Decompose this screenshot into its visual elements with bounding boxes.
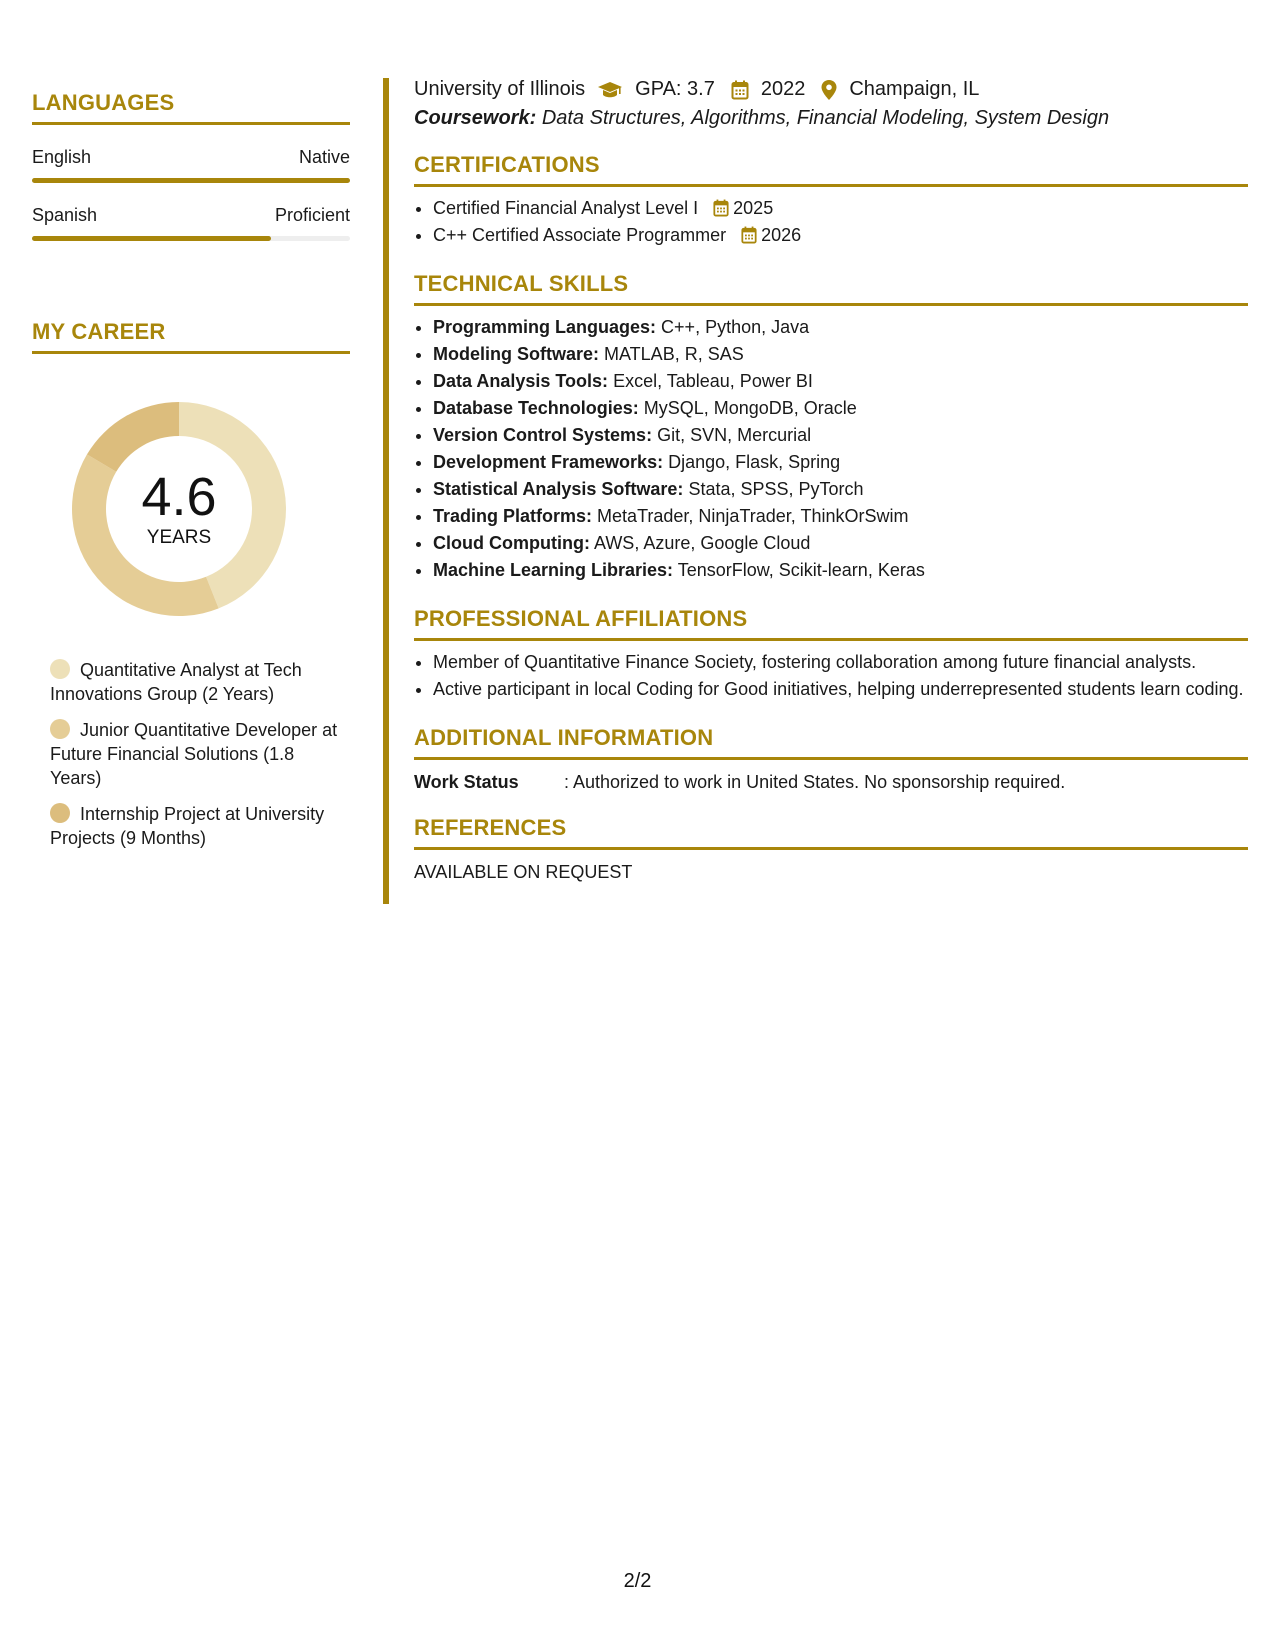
language-level: Native bbox=[298, 147, 350, 167]
skill-value: MySQL, MongoDB, Oracle bbox=[643, 398, 857, 418]
coursework-value: Data Structures, Algorithms, Financial Modeling, System Design bbox=[541, 107, 1110, 129]
education-gpa: GPA: 3.7 bbox=[635, 78, 715, 100]
skill-item bbox=[433, 395, 1248, 422]
skill-label: Programming Languages: bbox=[433, 317, 657, 337]
skill-value: Stata, SPSS, PyTorch bbox=[688, 479, 864, 499]
languages-title: LANGUAGES bbox=[32, 90, 350, 125]
career-legend bbox=[50, 658, 340, 850]
skills-section bbox=[414, 271, 1248, 584]
certification-item bbox=[433, 222, 1248, 249]
skill-item bbox=[433, 368, 1248, 395]
skill-value: Excel, Tableau, Power BI bbox=[613, 371, 813, 391]
skill-item bbox=[433, 422, 1248, 449]
legend-label: Internship Project at University Projects (9 Months) bbox=[50, 804, 325, 848]
skill-value: AWS, Azure, Google Cloud bbox=[593, 533, 811, 553]
legend-dot bbox=[50, 659, 70, 679]
references-section bbox=[414, 815, 1248, 883]
affiliations-list bbox=[414, 649, 1248, 703]
career-total-value: 4.6 bbox=[141, 467, 217, 527]
map-pin-icon bbox=[821, 80, 837, 100]
language-proficiency-bar bbox=[32, 178, 350, 183]
legend-label: Junior Quantitative Developer at Future Financial Solutions (1.8 Years) bbox=[50, 720, 338, 788]
additional-title: ADDITIONAL INFORMATION bbox=[414, 725, 1248, 760]
skill-label: Database Technologies: bbox=[433, 398, 639, 418]
affiliations-section bbox=[414, 606, 1248, 703]
skill-item bbox=[433, 341, 1248, 368]
calendar-icon bbox=[713, 199, 729, 217]
skills-list bbox=[414, 314, 1248, 584]
education-school: University of Illinois bbox=[414, 78, 586, 100]
legend-dot bbox=[50, 803, 70, 823]
skill-label: Modeling Software: bbox=[433, 344, 599, 364]
work-status-row bbox=[414, 772, 1248, 793]
additional-section bbox=[414, 725, 1248, 793]
skill-label: Machine Learning Libraries: bbox=[433, 560, 674, 580]
work-status-value: : Authorized to work in United States. No sponsorship required. bbox=[564, 772, 1066, 792]
skill-value: TensorFlow, Scikit-learn, Keras bbox=[677, 560, 925, 580]
certification-year: 2025 bbox=[733, 198, 774, 218]
certification-item bbox=[433, 195, 1248, 222]
legend-item bbox=[50, 802, 340, 850]
language-proficiency-fill bbox=[32, 178, 350, 183]
career-title: MY CAREER bbox=[32, 319, 350, 354]
language-name: Spanish bbox=[32, 205, 98, 225]
education-coursework bbox=[414, 107, 1248, 130]
right-column bbox=[414, 78, 1248, 883]
language-proficiency-bar bbox=[32, 236, 350, 241]
language-spanish bbox=[32, 205, 350, 241]
skill-value: Git, SVN, Mercurial bbox=[657, 425, 812, 445]
skill-label: Statistical Analysis Software: bbox=[433, 479, 684, 499]
skill-label: Development Frameworks: bbox=[433, 452, 664, 472]
references-text: AVAILABLE ON REQUEST bbox=[414, 862, 633, 882]
certifications-title: CERTIFICATIONS bbox=[414, 152, 1248, 187]
education-block bbox=[414, 78, 1248, 130]
legend-item bbox=[50, 718, 340, 790]
skill-label: Version Control Systems: bbox=[433, 425, 653, 445]
certification-name: Certified Financial Analyst Level I bbox=[433, 198, 699, 218]
skill-item bbox=[433, 557, 1248, 584]
certification-year: 2026 bbox=[761, 225, 802, 245]
skill-label: Data Analysis Tools: bbox=[433, 371, 609, 391]
legend-item bbox=[50, 658, 340, 706]
affiliation-item: • Member of Quantitative Finance Society, fostering collaboration among future financial analysts. bbox=[433, 649, 1248, 676]
left-column bbox=[32, 90, 350, 862]
legend-dot bbox=[50, 719, 70, 739]
affiliation-item: • Active participant in local Coding for Good initiatives, helping underrepresented students learn coding. bbox=[433, 676, 1248, 703]
skill-label: Cloud Computing: bbox=[433, 533, 590, 553]
skill-value: MetaTrader, NinjaTrader, ThinkOrSwim bbox=[597, 506, 909, 526]
skill-item bbox=[433, 530, 1248, 557]
language-english bbox=[32, 147, 350, 183]
language-proficiency-fill bbox=[32, 236, 271, 241]
calendar-icon bbox=[731, 80, 749, 100]
skill-item bbox=[433, 314, 1248, 341]
skill-item bbox=[433, 476, 1248, 503]
column-divider bbox=[383, 78, 389, 904]
skill-item bbox=[433, 449, 1248, 476]
affiliations-title: PROFESSIONAL AFFILIATIONS bbox=[414, 606, 1248, 641]
references-title: REFERENCES bbox=[414, 815, 1248, 850]
language-name: English bbox=[32, 147, 92, 167]
skills-title: TECHNICAL SKILLS bbox=[414, 271, 1248, 306]
page-number: 2/2 bbox=[623, 1570, 652, 1592]
skill-value: C++, Python, Java bbox=[661, 317, 810, 337]
skill-label: Trading Platforms: bbox=[433, 506, 593, 526]
career-total-unit: YEARS bbox=[146, 527, 212, 548]
education-location: Champaign, IL bbox=[849, 78, 980, 100]
skill-item bbox=[433, 503, 1248, 530]
certification-name: C++ Certified Associate Programmer bbox=[433, 225, 727, 245]
calendar-icon bbox=[741, 226, 757, 244]
education-year: 2022 bbox=[760, 78, 806, 100]
graduation-cap-icon bbox=[597, 80, 623, 100]
certifications-list bbox=[414, 195, 1248, 249]
legend-label: Quantitative Analyst at Tech Innovations Group (2 Years) bbox=[50, 660, 302, 704]
career-donut-chart bbox=[66, 396, 292, 622]
language-level: Proficient bbox=[274, 205, 350, 225]
certifications-section bbox=[414, 152, 1248, 249]
skill-value: Django, Flask, Spring bbox=[668, 452, 841, 472]
skill-value: MATLAB, R, SAS bbox=[604, 344, 744, 364]
work-status-label: Work Status bbox=[414, 772, 519, 792]
coursework-label: Coursework: bbox=[414, 107, 537, 129]
